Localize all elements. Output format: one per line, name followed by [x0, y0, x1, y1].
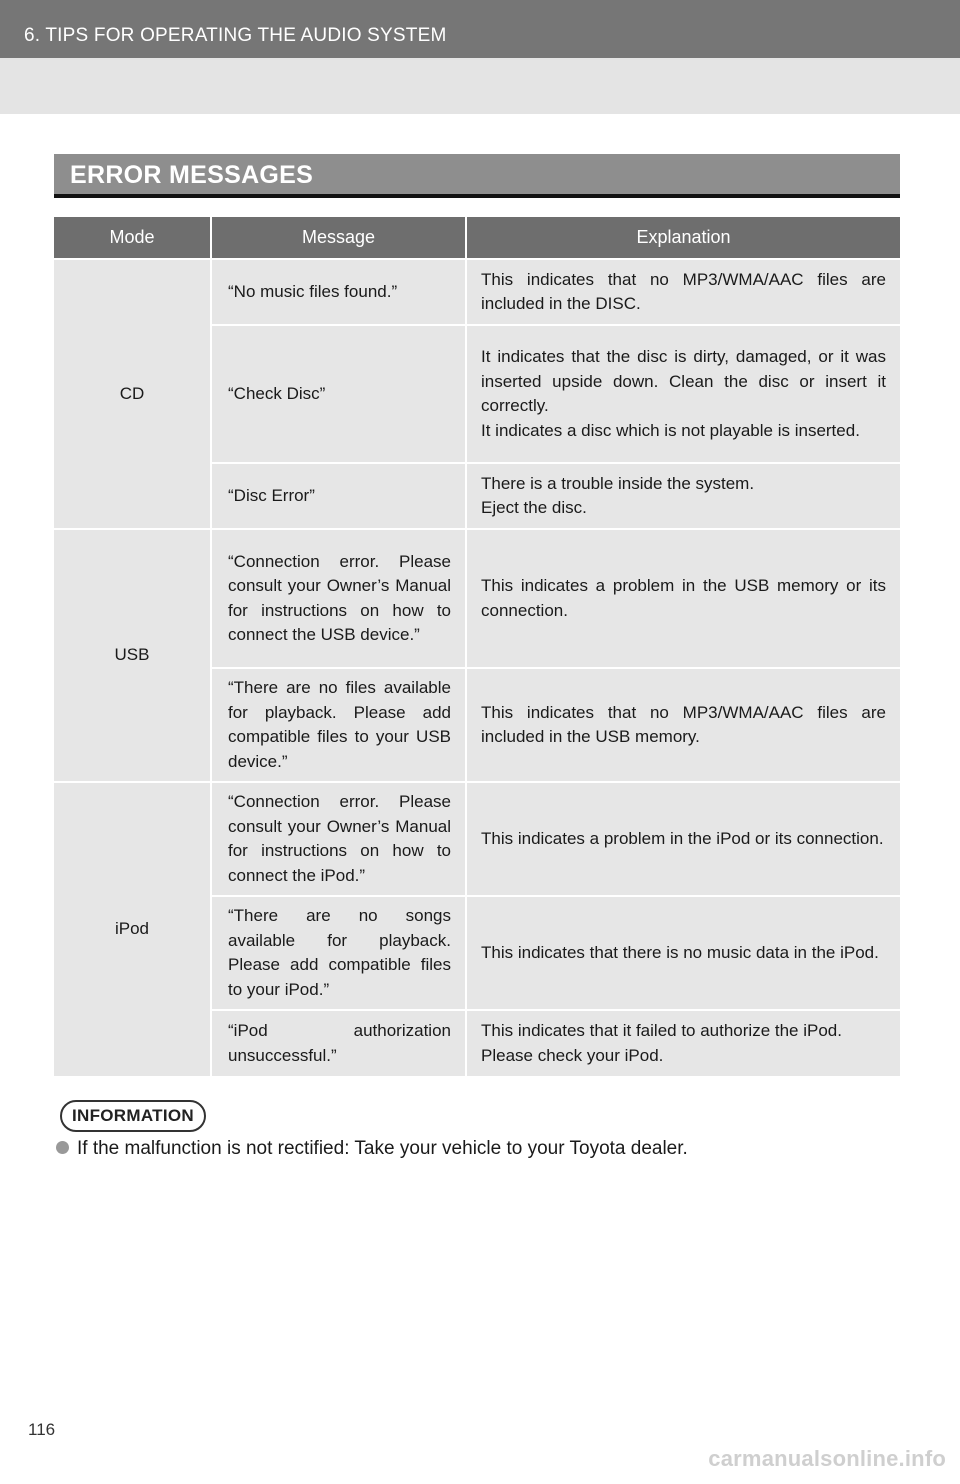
explanation-line: It indicates that the disc is dirty, damaged, or it was inserted upside down. Clean the disc or insert it correctly.: [481, 347, 886, 415]
explanation-line: It indicates a disc which is not playable is inserted.: [481, 420, 860, 440]
heading-box: [54, 154, 900, 198]
table-row: [54, 259, 900, 325]
explanation-cell: [466, 782, 900, 896]
error-messages-table: [54, 217, 900, 1076]
explanation-line: This indicates that no MP3/WMA/AAC files are included in the USB memory.: [481, 702, 886, 746]
explanation-cell: [466, 259, 900, 325]
information-label: INFORMATION: [60, 1100, 206, 1132]
explanation-line: There is a trouble inside the system.: [481, 473, 755, 493]
explanation-cell: [466, 668, 900, 782]
message-cell: “No music files found.”: [211, 259, 466, 325]
section-bar: [0, 0, 960, 58]
message-cell: “Check Disc”: [211, 325, 466, 463]
message-cell: “Connection error. Please consult your Owner’s Manual for instructions on how to connect the iPod.”: [211, 782, 466, 896]
section-title: 6. TIPS FOR OPERATING THE AUDIO SYSTEM: [24, 25, 447, 46]
table-row: [54, 782, 900, 896]
watermark: carmanualsonline.info: [708, 1446, 946, 1471]
table-header-row: [54, 217, 900, 259]
explanation-cell: [466, 463, 900, 529]
message-cell: “Disc Error”: [211, 463, 466, 529]
message-cell: “There are no songs available for playback. Please add compatible files to your iPod.”: [211, 896, 466, 1010]
mode-cell-ipod: iPod: [54, 782, 211, 1076]
bullet-icon: [56, 1141, 69, 1154]
message-cell: “There are no files available for playback. Please add compatible files to your USB device.”: [211, 668, 466, 782]
message-cell: “iPod authorization unsuccessful.”: [211, 1010, 466, 1076]
page-heading: ERROR MESSAGES: [70, 161, 314, 189]
explanation-line: This indicates a problem in the iPod or its connection.: [481, 828, 884, 848]
explanation-line: Please check your iPod.: [481, 1045, 664, 1065]
explanation-cell: [466, 529, 900, 668]
information-item: [56, 1138, 688, 1160]
column-header-explanation: Explanation: [466, 217, 900, 259]
page-number: 116: [28, 1420, 56, 1439]
mode-cell-usb: USB: [54, 529, 211, 782]
explanation-line: This indicates that it failed to authorize the iPod.: [481, 1021, 842, 1040]
explanation-line: This indicates that there is no music data in the iPod.: [481, 942, 879, 962]
explanation-cell: [466, 896, 900, 1010]
column-header-mode: Mode: [54, 217, 211, 259]
information-text: If the malfunction is not rectified: Take your vehicle to your Toyota dealer.: [77, 1138, 688, 1159]
mode-cell-cd: CD: [54, 259, 211, 529]
explanation-cell: [466, 325, 900, 463]
explanation-line: This indicates a problem in the USB memory or its connection.: [481, 576, 886, 620]
explanation-line: Eject the disc.: [481, 498, 587, 517]
message-cell: “Connection error. Please consult your Owner’s Manual for instructions on how to connect the USB device.”: [211, 529, 466, 668]
column-header-message: Message: [211, 217, 466, 259]
explanation-line: This indicates that no MP3/WMA/AAC files are included in the DISC.: [481, 269, 886, 313]
table-row: [54, 529, 900, 668]
explanation-cell: [466, 1010, 900, 1076]
